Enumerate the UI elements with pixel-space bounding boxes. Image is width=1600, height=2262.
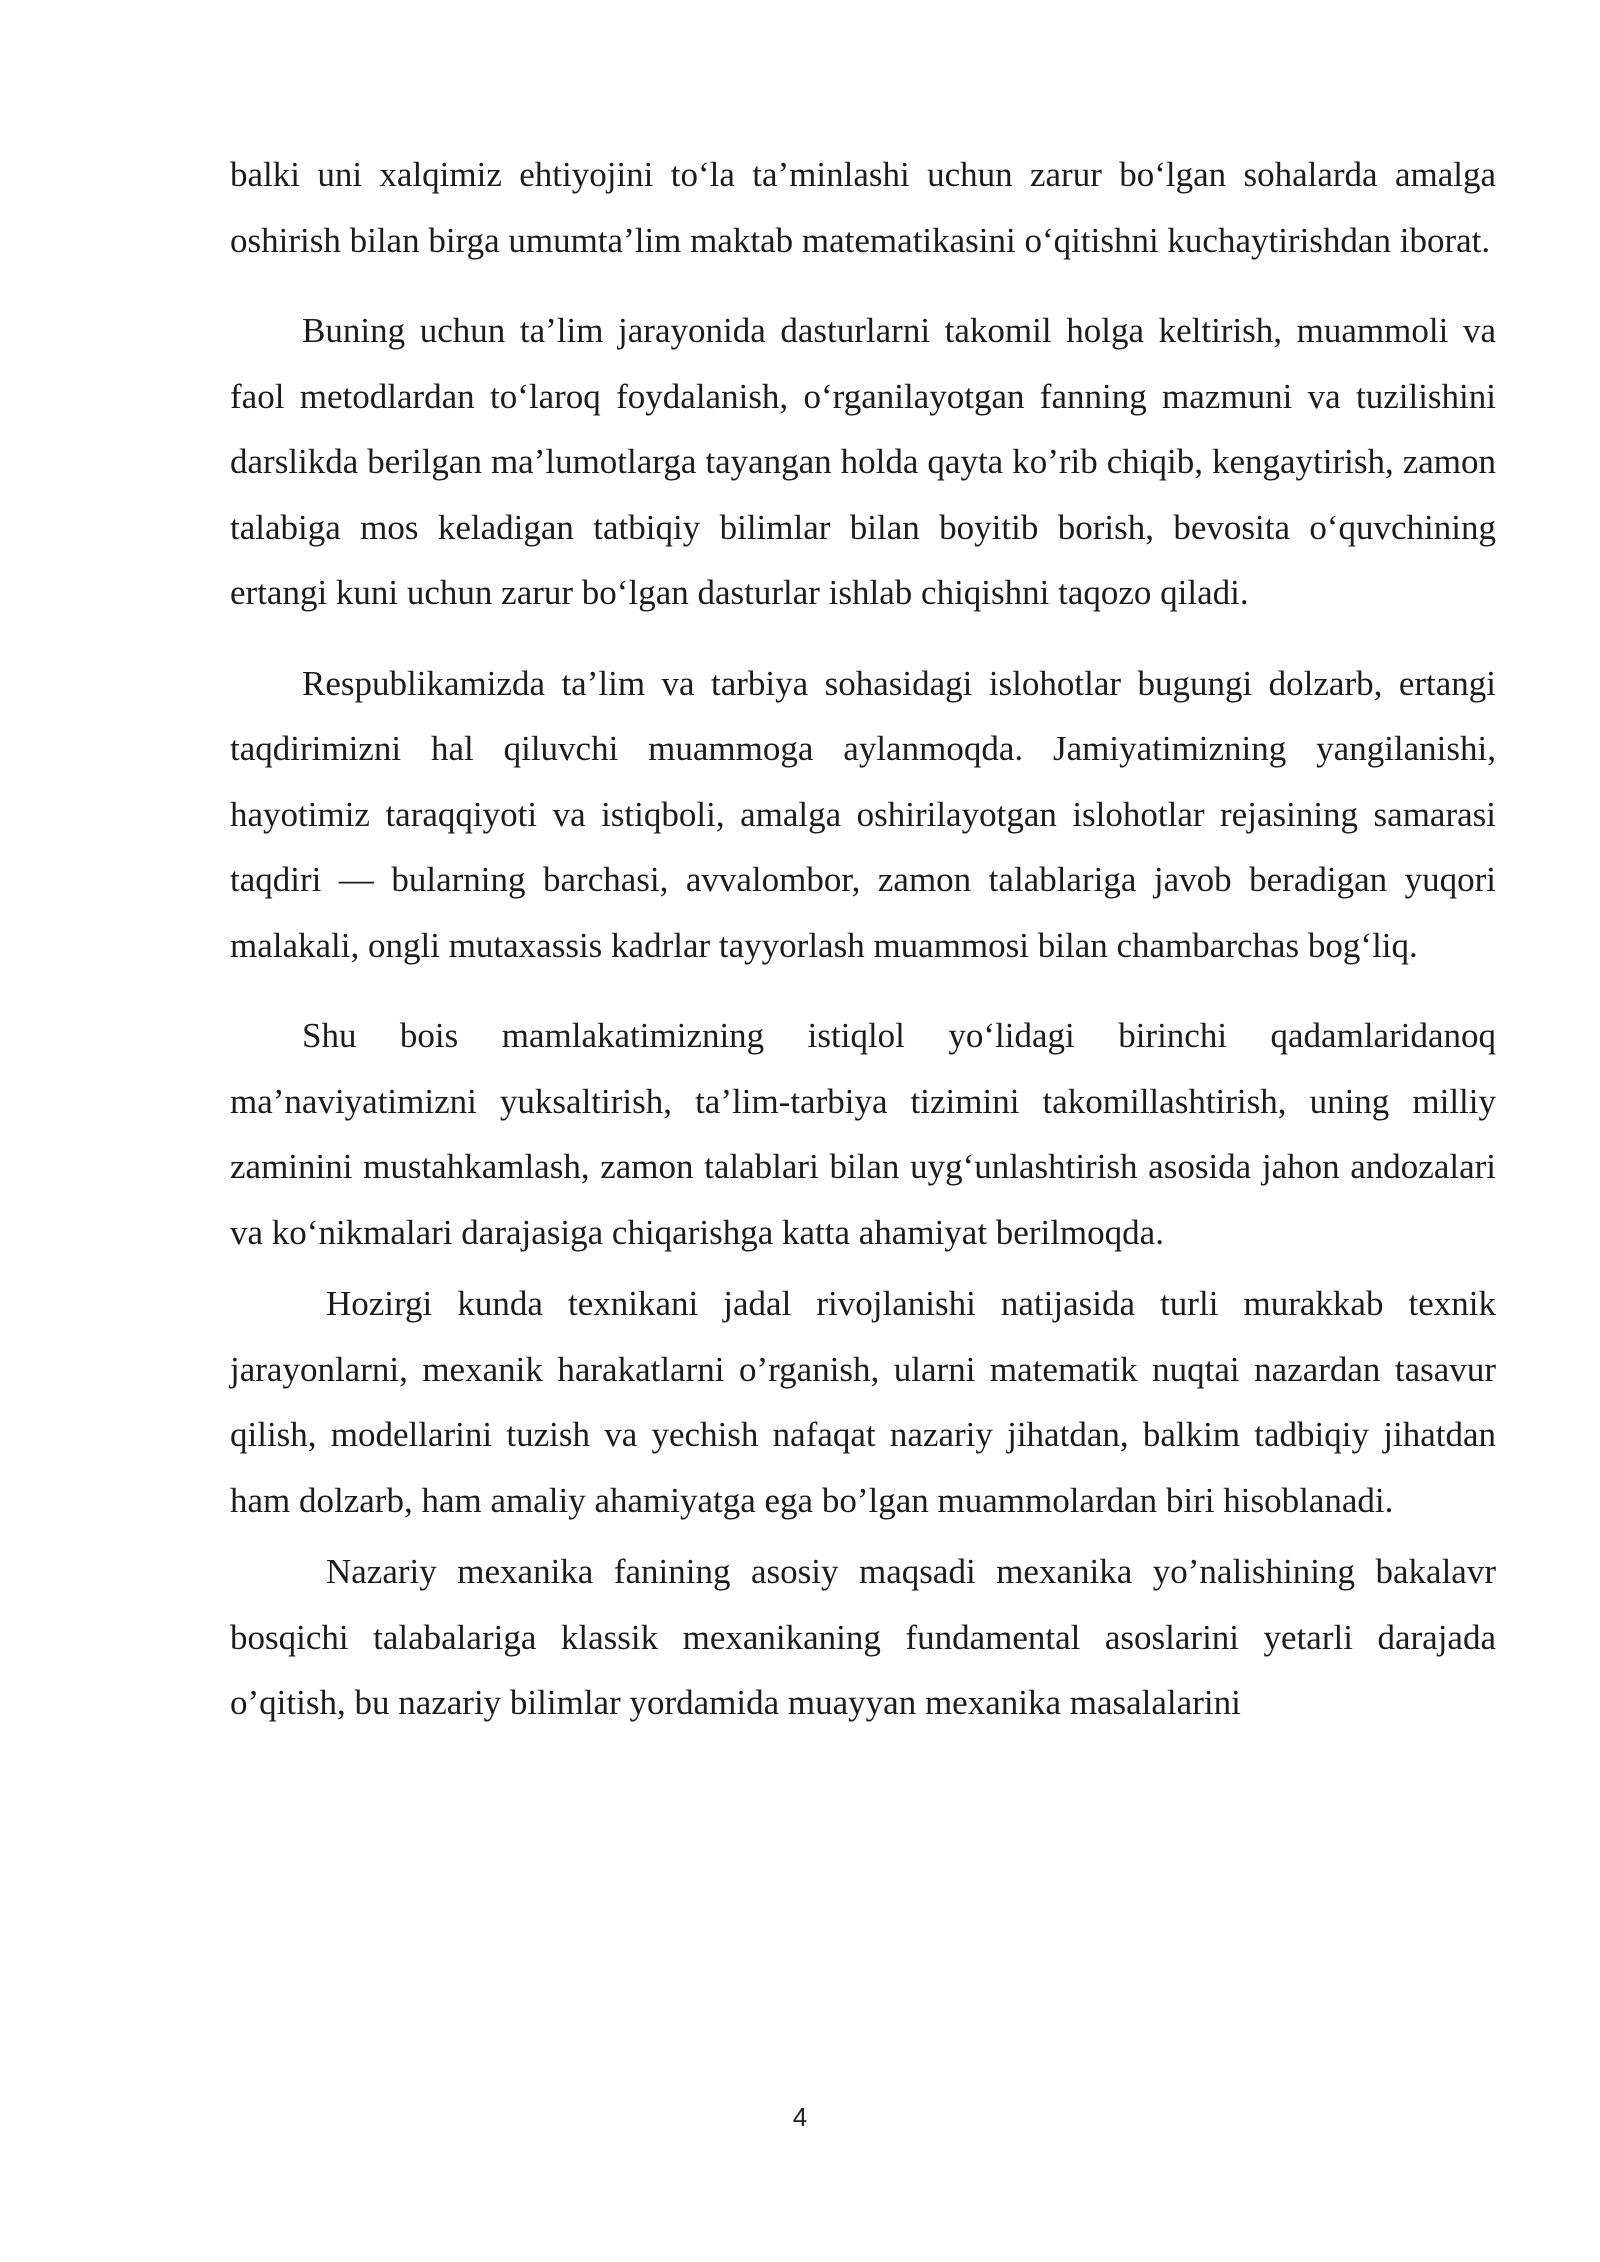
- document-page: [230, 142, 1496, 1736]
- paragraph-6: Nazariy mexanika fanining asosiy maqsadi mexanika yo’nalishining bakalavr bosqichi talabalariga klassik mexanikaning fundamental asoslarini yetarli darajada o’qitish, bu nazariy bilimlar yordamida muayyan mexanika masalalarini: [230, 1552, 1496, 1722]
- paragraph-4: Shu bois mamlakatimizning istiqlol yo‘lidagi birinchi qadamlaridanoq ma’naviyatimizni yuksaltirish, ta’lim-tarbiya tizimini takomillashtirish, uning milliy zaminini mustahkamlash, zamon talablari bilan uyg‘unlashtirish asosida jahon andozalari va ko‘nikmalari darajasiga chiqarishga katta ahamiyat berilmoqda.: [230, 1016, 1496, 1252]
- paragraph-1: balki uni xalqimiz ehtiyojini to‘la ta’minlashi uchun zarur bo‘lgan sohalarda amalga oshirish bilan birga umumta’lim maktab matematikasini o‘qitishni kuchaytirishdan iborat.: [230, 155, 1496, 260]
- page-number: 4: [792, 2102, 808, 2132]
- paragraph-2: Buning uchun ta’lim jarayonida dasturlarni takomil holga keltirish, muammoli va faol metodlardan to‘laroq foydalanish, o‘rganilayotgan fanning mazmuni va tuzilishini darslikda berilgan ma’lumotlarga tayangan holda qayta ko’rib chiqib, kengaytirish, zamon talabiga mos keladigan tatbiqiy bilimlar bilan boyitib borish, bevosita o‘quvchining ertangi kuni uchun zarur bo‘lgan dasturlar ishlab chiqishni taqozo qiladi.: [230, 311, 1496, 612]
- paragraph-5: Hozirgi kunda texnikani jadal rivojlanishi natijasida turli murakkab texnik jarayonlarni, mexanik harakatlarni o’rganish, ularni matematik nuqtai nazardan tasavur qilish, modellarini tuzish va yechish nafaqat nazariy jihatdan, balkim tadbiqiy jihatdan ham dolzarb, ham amaliy ahamiyatga ega bo’lgan muammolardan biri hisoblanadi.: [230, 1284, 1496, 1520]
- paragraph-3: Respublikamizda ta’lim va tarbiya sohasidagi islohotlar bugungi dolzarb, ertangi taqdirimizni hal qiluvchi muammoga aylanmoqda. Jamiyatimizning yangilanishi, hayotimiz taraqqiyoti va istiqboli, amalga oshirilayotgan islohotlar rejasining samarasi taqdiri — bularning barchasi, avvalombor, zamon talablariga javob beradigan yuqori malakali, ongli mutaxassis kadrlar tayyorlash muammosi bilan chambarchas bog‘liq.: [230, 663, 1496, 965]
